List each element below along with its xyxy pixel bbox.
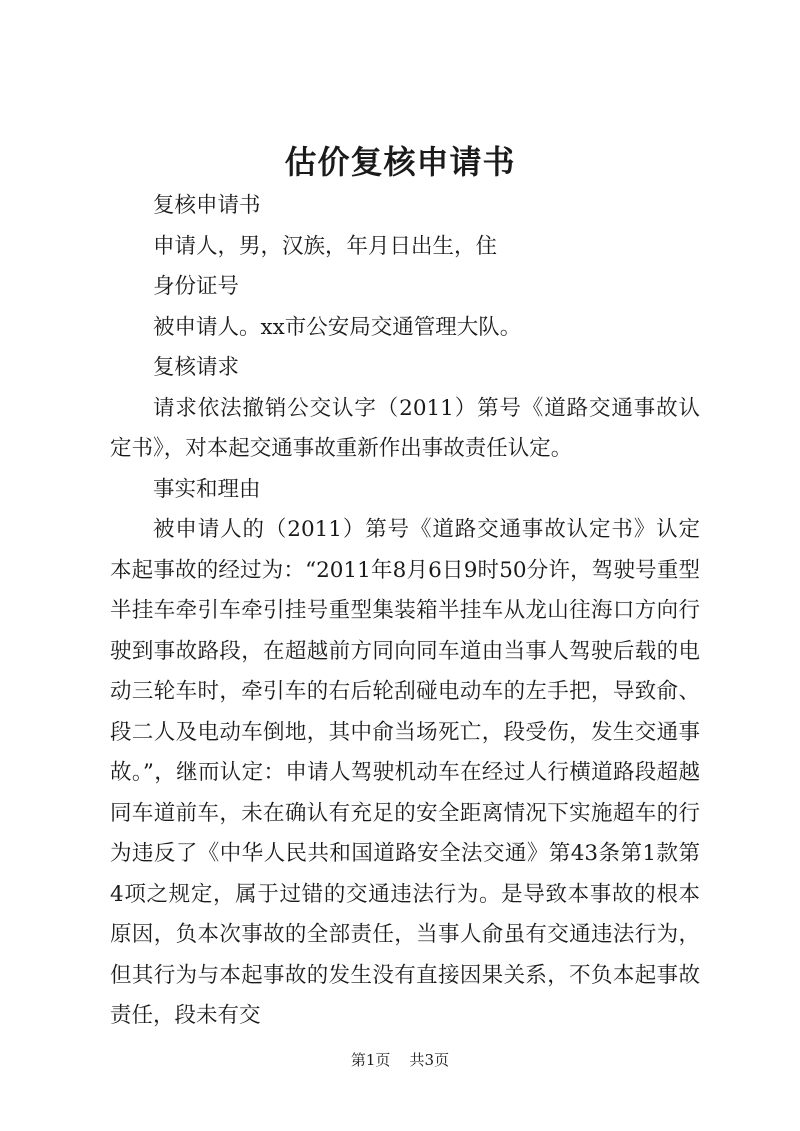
paragraph-heading-request: 复核请求	[153, 355, 240, 380]
footer-gap	[395, 1051, 405, 1069]
paragraph-request: 请求依法撤销公交认字（2011）第号《道路交通事故认定书》，对本起交通事故重新作出事故责任认定。	[110, 395, 700, 461]
paragraph-respondent: 被申请人。xx市公安局交通管理大队。	[153, 314, 522, 340]
page-number: 第1页	[350, 1051, 391, 1069]
paragraph-facts: 被申请人的（2011）第号《道路交通事故认定书》认定本起事故的经过为：“2011年8月6日9时50分许，驾驶号重型半挂车牵引车牵引挂号重型集装箱半挂车从龙山往海口方向行驶到事故路段，在超越前方同向同车道由当事人驾驶后载的电动三轮车时，牵引车的右后轮刮碰电动车的左手把，导致俞、段二人及电动车倒地，其中俞当场死亡，段受伤，发生交通事故。”，继而认定：申请人驾驶机动车在经过人行横道路段超越同车道前车，未在确认有充足的安全距离情况下实施超车的行为违反了《中华人民共和国道路安全法交通》第43条第1款第4项之规定，属于过错的交通违法行为。是导致本事故的根本原因，负本次事故的全部责任，当事人俞虽有交通违法行为，但其行为与本起事故的发生没有直接因果关系，不负本起事故责任，段未有交	[110, 517, 700, 1028]
document-body	[110, 186, 700, 1037]
paragraph-id-number: 身份证号	[153, 274, 240, 299]
document-title: 估价复核申请书	[284, 143, 516, 181]
paragraph-heading-facts: 事实和理由	[153, 476, 261, 502]
page-total: 共3页	[409, 1051, 450, 1069]
paragraph-heading-application: 复核申请书	[153, 193, 261, 218]
page-footer	[0, 1050, 800, 1070]
paragraph-applicant: 申请人，男，汉族，年月日出生，住	[153, 233, 498, 259]
